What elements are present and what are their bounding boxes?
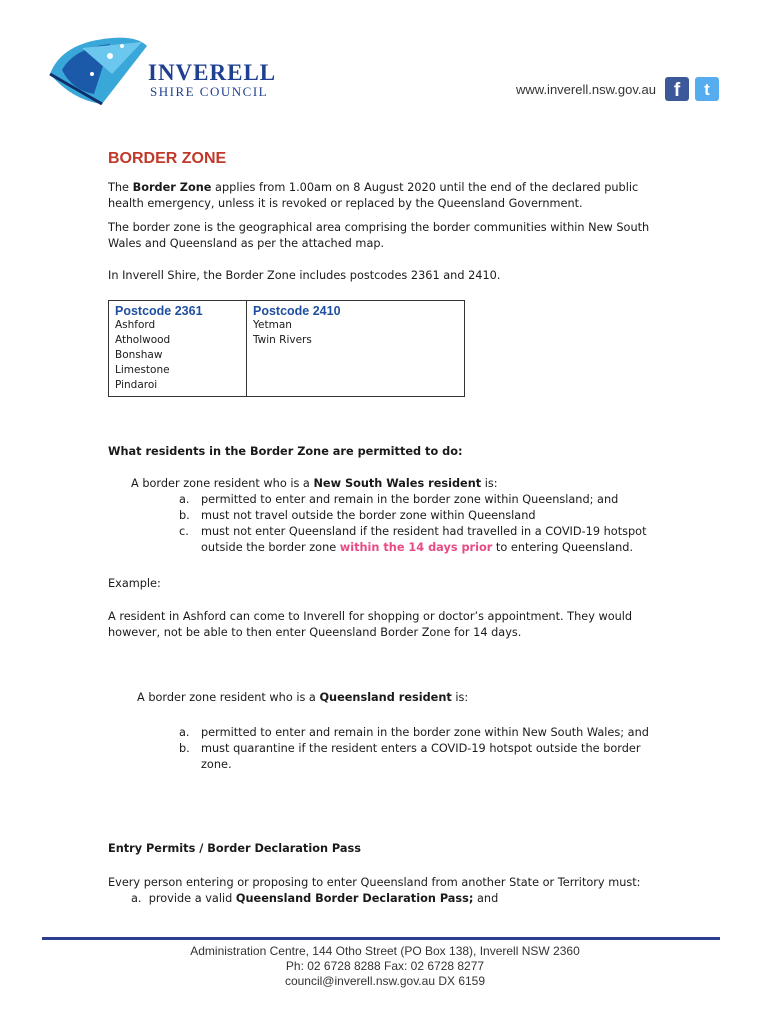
nsw-list bbox=[179, 492, 664, 556]
website-link[interactable]: www.inverell.nsw.gov.au bbox=[516, 82, 656, 97]
qld-bold: Queensland resident bbox=[319, 691, 452, 704]
nsw-text: is: bbox=[481, 477, 498, 490]
entry-item-bold: Queensland Border Declaration Pass; bbox=[235, 892, 474, 905]
list-text: permitted to enter and remain in the border zone within Queensland; and bbox=[201, 493, 619, 506]
list-marker: c. bbox=[179, 525, 189, 538]
footer-phone: Ph: 02 6728 8288 Fax: 02 6728 8277 bbox=[285, 959, 485, 973]
entry-item-text: provide a valid bbox=[148, 892, 236, 905]
locality: Atholwood bbox=[115, 334, 171, 346]
twitter-icon[interactable]: t bbox=[695, 77, 719, 101]
entry-item-text: and bbox=[473, 892, 499, 905]
list-marker: a. bbox=[179, 493, 190, 506]
entry-item bbox=[131, 891, 687, 907]
footer-address: Administration Centre, 144 Otho Street (PO Box 138), Inverell NSW 2360 bbox=[190, 944, 580, 958]
postcode-2410-header: Postcode 2410 bbox=[253, 304, 341, 318]
page-title: BORDER ZONE bbox=[108, 150, 227, 167]
list-item bbox=[179, 524, 664, 556]
intro-paragraph-2: The border zone is the geographical area comprising the border communities within New South Wales and Queensland as per the attached map. bbox=[108, 221, 650, 250]
qld-text: A border zone resident who is a bbox=[137, 691, 320, 704]
list-text: must not travel outside the border zone within Queensland bbox=[201, 509, 536, 522]
entry-text: Every person entering or proposing to enter Queensland from another State or Territory must: bbox=[108, 876, 641, 889]
postcode-table bbox=[108, 300, 465, 397]
intro-paragraph-3: In Inverell Shire, the Border Zone includes postcodes 2361 and 2410. bbox=[108, 269, 501, 282]
example-label: Example: bbox=[108, 577, 161, 590]
locality: Twin Rivers bbox=[253, 334, 312, 346]
locality: Bonshaw bbox=[115, 349, 163, 361]
entry-heading: Entry Permits / Border Declaration Pass bbox=[108, 842, 361, 855]
list-marker: a. bbox=[131, 892, 142, 905]
logo-title: INVERELL bbox=[148, 60, 277, 85]
locality: Ashford bbox=[115, 319, 156, 331]
highlight-text: within the 14 days prior bbox=[339, 541, 493, 554]
list-text: must not enter Queensland if the resident had travelled in a COVID-19 hotspot outside the border zone bbox=[201, 525, 647, 554]
nsw-text: A border zone resident who is a bbox=[131, 477, 314, 490]
postcode-2361-cell bbox=[109, 301, 247, 397]
list-marker: b. bbox=[179, 742, 190, 755]
footer-email[interactable]: council@inverell.nsw.gov.au DX 6159 bbox=[284, 974, 486, 988]
intro-text: The bbox=[108, 181, 133, 194]
intro-bold: Border Zone bbox=[132, 181, 212, 194]
qld-resident-intro bbox=[137, 690, 693, 706]
qld-text: is: bbox=[451, 691, 469, 704]
list-marker: b. bbox=[179, 509, 190, 522]
list-item bbox=[179, 741, 649, 773]
logo-subtitle: SHIRE COUNCIL bbox=[150, 84, 269, 99]
example-text: A resident in Ashford can come to Inverell for shopping or doctor’s appointment. They would however, not be able to then enter Queensland Border Zone for 14 days. bbox=[108, 610, 633, 639]
footer-divider bbox=[42, 937, 720, 940]
permitted-heading: What residents in the Border Zone are permitted to do: bbox=[108, 445, 463, 458]
postcode-2410-cell bbox=[247, 301, 465, 397]
facebook-icon[interactable]: f bbox=[665, 77, 689, 101]
list-item bbox=[179, 492, 664, 508]
locality: Yetman bbox=[253, 319, 292, 331]
list-marker: a. bbox=[179, 726, 190, 739]
list-item bbox=[179, 508, 664, 524]
locality: Pindaroi bbox=[115, 379, 158, 391]
list-text: to entering Queensland. bbox=[492, 541, 634, 554]
list-text: permitted to enter and remain in the border zone within New South Wales; and bbox=[201, 726, 649, 739]
postcode-2361-header: Postcode 2361 bbox=[115, 304, 203, 318]
list-text: must quarantine if the resident enters a COVID-19 hotspot outside the border zone. bbox=[201, 742, 641, 771]
locality: Limestone bbox=[115, 364, 170, 376]
qld-list bbox=[179, 725, 649, 773]
nsw-resident-intro bbox=[131, 476, 687, 492]
nsw-bold: New South Wales resident bbox=[313, 477, 482, 490]
intro-paragraph-1 bbox=[108, 180, 664, 212]
list-item bbox=[179, 725, 649, 741]
intro-text: applies from 1.00am on 8 August 2020 until the end of the declared public health emergency, unless it is revoked or replaced by the Queensland Government. bbox=[108, 181, 639, 210]
